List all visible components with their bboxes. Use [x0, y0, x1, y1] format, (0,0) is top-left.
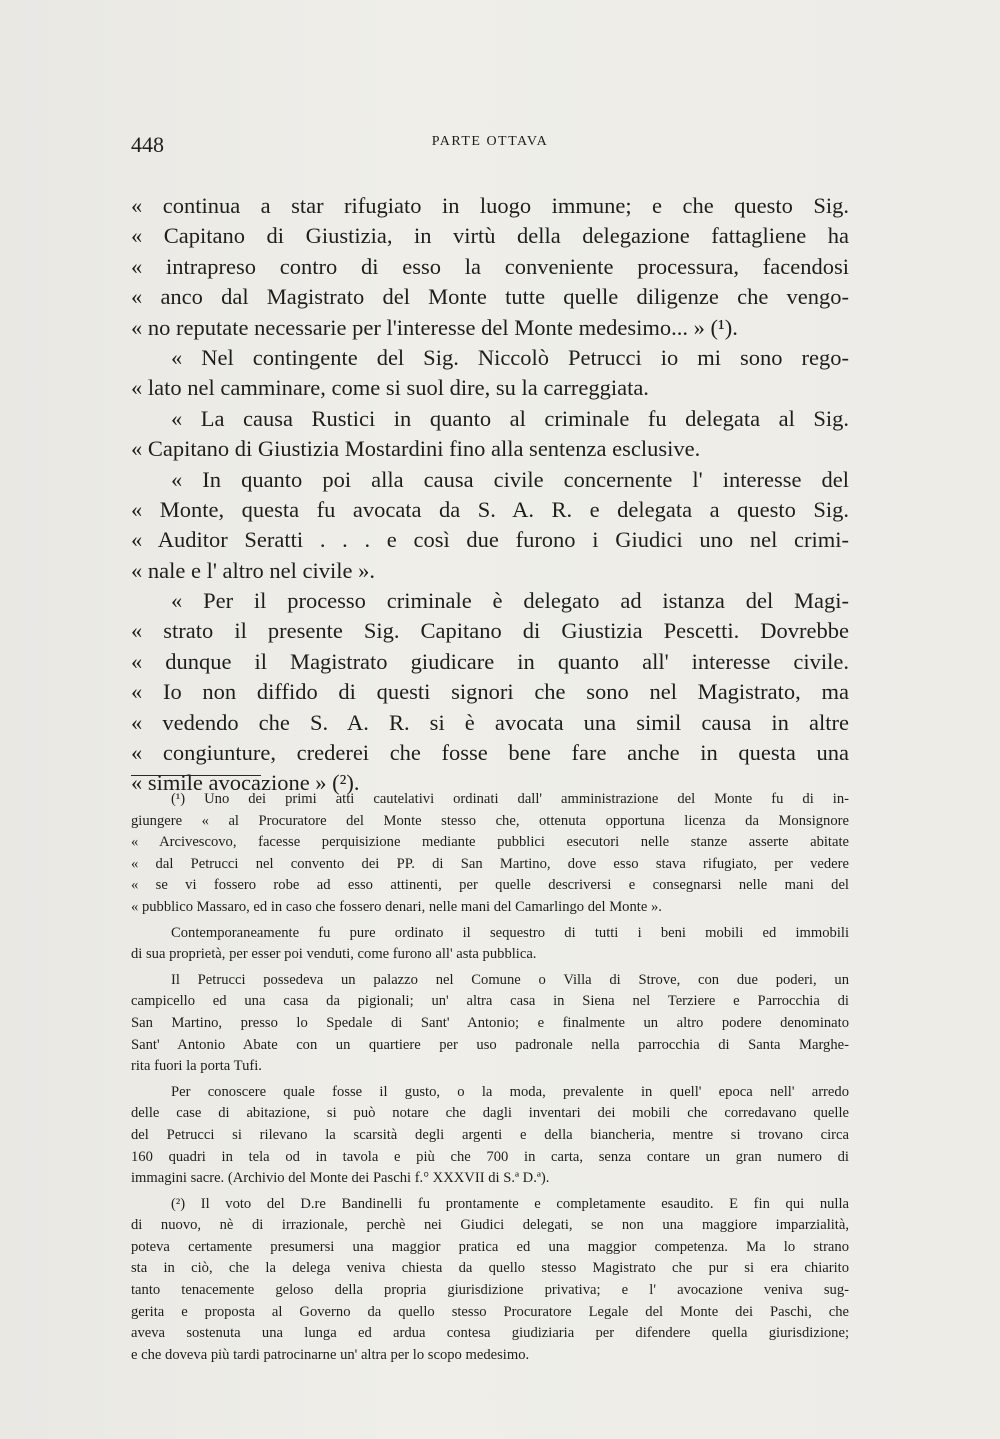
footnote-line: gerita e proposta al Governo da quello stesso Procuratore Legale del Monte dei Paschi, che: [131, 1303, 849, 1320]
text-line: « no reputate necessarie per l'interesse del Monte medesimo... » (¹).: [131, 314, 738, 340]
text-line: « dunque il Magistrato giudicare in quanto all' interesse civile.: [131, 648, 849, 674]
text-line: « Monte, questa fu avocata da S. A. R. e delegata a questo Sig.: [131, 496, 849, 522]
footnote-line: del Petrucci si rilevano la scarsità degli argenti e della biancheria, mentre si trovano circa: [131, 1126, 849, 1143]
text-line: « Per il processo criminale è delegato ad istanza del Magi-: [171, 588, 849, 614]
footnote-line: Sant' Antonio Abate con un quartiere per uso padronale nella parrocchia di Santa Marghe-: [131, 1036, 849, 1053]
text-line: « Nel contingente del Sig. Niccolò Petrucci io mi sono rego-: [171, 344, 849, 370]
footnote-line: Per conoscere quale fosse il gusto, o la moda, prevalente in quell' epoca nell' arredo: [171, 1083, 849, 1100]
footnote-line: Il Petrucci possedeva un palazzo nel Comune o Villa di Strove, con due poderi, un: [171, 971, 849, 988]
text-line: « La causa Rustici in quanto al criminale fu delegata al Sig.: [171, 405, 849, 431]
footnote-line: giungere « al Procuratore del Monte stesso che, ottenuta opportuna licenza da Monsignore: [131, 812, 849, 829]
text-line: « Auditor Seratti . . . e così due furono i Giudici uno nel crimi-: [131, 527, 849, 553]
footnotes: [131, 789, 849, 1370]
footnote-line: San Martino, presso lo Spedale di Sant' Antonio; e finalmente un altro podere denominato: [131, 1014, 849, 1031]
text-line: « Capitano di Giustizia, in virtù della delegazione fattagliene ha: [131, 223, 849, 249]
text-line: « anco dal Magistrato del Monte tutte quelle diligenze che vengo-: [131, 284, 849, 310]
footnote-line: sta in ciò, che la delega veniva chiesta da quello stesso Magistrato che pur si era chiarito: [131, 1260, 849, 1277]
footnote-line: rita fuori la porta Tufi.: [131, 1058, 262, 1075]
footnote-2: [131, 1194, 849, 1367]
text-line: « vedendo che S. A. R. si è avocata una simil causa in altre: [131, 709, 849, 735]
footnote-1: [131, 789, 849, 919]
footnote-line: delle case di abitazione, si può notare che dagli inventari dei mobili che corredavano quelle: [131, 1105, 849, 1122]
footnote-line: (²) Il voto del D.re Bandinelli fu prontamente e completamente esaudito. E fin qui nulla: [171, 1195, 849, 1212]
text-line: « Capitano di Giustizia Mostardini fino alla sentenza esclusive.: [131, 436, 701, 462]
footnote-paragraph: [131, 1082, 849, 1190]
footnote-line: campicello ed una casa da pigionali; un' altra casa in Siena nel Terziere e Parrocchia di: [131, 993, 849, 1010]
text-line: « simile avocazione » (²).: [131, 770, 360, 796]
footnote-line: e che doveva più tardi patrocinarne un' altra per lo scopo medesimo.: [131, 1346, 530, 1363]
running-title: PARTE OTTAVA: [431, 134, 549, 149]
text-line: « nale e l' altro nel civile ».: [131, 557, 375, 583]
page-header: [131, 130, 849, 160]
footnote-separator: [131, 775, 261, 776]
footnote-line: (¹) Uno dei primi atti cautelativi ordinati dall' amministrazione del Monte fu di in-: [171, 791, 849, 807]
footnote-line: poteva certamente presumersi una maggior pratica ed una maggior competenza. Ma lo strano: [131, 1238, 849, 1255]
text-line: « continua a star rifugiato in luogo immune; e che questo Sig.: [131, 193, 849, 218]
footnote-line: 160 quadri in tela od in tavola e più che 700 in carta, senza contare un gran numero di: [131, 1148, 849, 1165]
footnote-line: aveva sostenuta una lunga ed ardua contesa giudiziaria per difendere quella giurisdizione;: [131, 1325, 849, 1342]
footnote-line: di nuovo, nè di irrazionale, perchè nei Giudici delegati, se non una maggiore imparzialità,: [131, 1217, 849, 1234]
text-line: « Io non diffido di questi signori che sono nel Magistrato, ma: [131, 679, 849, 705]
footnote-line: « Arcivescovo, facesse perquisizione mediante pubblici esecutori nelle stanze asserte abitate: [131, 834, 849, 851]
footnote-line: di sua proprietà, per esser poi venduti, come furono all' asta pubblica.: [131, 946, 537, 963]
text-line: « strato il presente Sig. Capitano di Giustizia Pescetti. Dovrebbe: [131, 618, 849, 644]
footnote-line: « dal Petrucci nel convento dei PP. di San Martino, dove esso stava rifugiato, per vedere: [131, 855, 849, 872]
page-number: 448: [131, 132, 164, 157]
footnote-line: « se vi fossero robe ad esso attinenti, per quelle descriversi e consegnarsi nelle mani del: [131, 877, 849, 894]
footnote-paragraph: [131, 923, 849, 966]
footnote-line: immagini sacre. (Archivio del Monte dei Paschi f.° XXXVII di S.ª D.ª).: [131, 1170, 550, 1187]
text-line: « In quanto poi alla causa civile concernente l' interesse del: [171, 466, 849, 492]
footnote-line: « pubblico Massaro, ed in caso che fossero denari, nelle mani del Camarlingo del Monte ».: [131, 898, 662, 915]
footnote-line: tanto tenacemente geloso della propria giurisdizione privativa; e l' avocazione veniva sug-: [131, 1282, 849, 1299]
text-line: « intrapreso contro di esso la conveniente processura, facendosi: [131, 253, 849, 279]
footnote-paragraph: [131, 970, 849, 1078]
text-line: « congiunture, crederei che fosse bene fare anche in questa una: [131, 740, 849, 766]
footnote-line: Contemporaneamente fu pure ordinato il sequestro di tutti i beni mobili ed immobili: [171, 924, 849, 941]
text-line: « lato nel camminare, come si suol dire, su la carreggiata.: [131, 375, 649, 401]
main-text: [131, 191, 849, 799]
